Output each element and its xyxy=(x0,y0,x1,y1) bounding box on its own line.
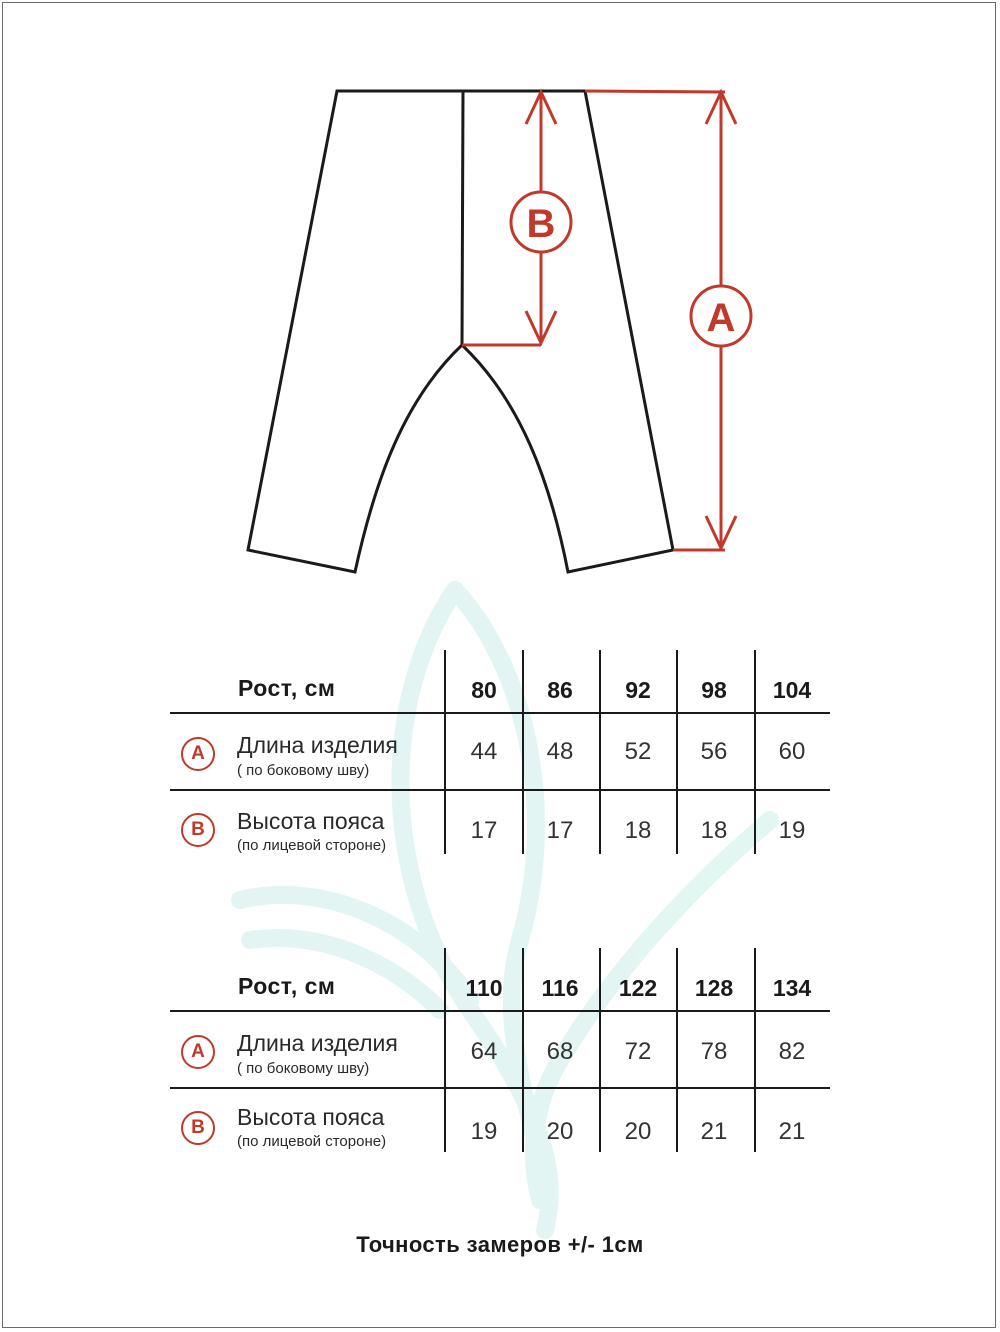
height-header: Рост, см xyxy=(238,675,336,701)
row-label-waist: Высота пояса xyxy=(237,808,385,834)
marker-a-label: A xyxy=(706,296,736,340)
size-cell: 104 xyxy=(772,677,812,703)
value-cell: 52 xyxy=(624,738,652,765)
value-cell: 44 xyxy=(470,738,498,765)
measure-a-top-line xyxy=(585,91,725,92)
value-cell: 64 xyxy=(470,1038,498,1065)
value-cell: 17 xyxy=(546,817,574,844)
measure-a-marker xyxy=(691,286,751,346)
size-table-2 xyxy=(170,948,830,1168)
size-cell: 122 xyxy=(618,975,658,1001)
row-label-waist: Высота пояса xyxy=(237,1104,385,1130)
table-divider xyxy=(170,1010,830,1012)
row-sublabel: ( по боковому шву) xyxy=(237,1060,370,1077)
badge-a: A xyxy=(181,1035,215,1069)
size-cell: 80 xyxy=(471,677,497,703)
value-cell: 21 xyxy=(778,1118,806,1145)
size-cell: 92 xyxy=(625,677,651,703)
size-cell: 98 xyxy=(701,677,727,703)
size-cell: 110 xyxy=(465,975,503,1001)
badge-b: B xyxy=(181,813,215,847)
value-cell: 21 xyxy=(700,1118,728,1145)
value-cell: 19 xyxy=(778,817,806,844)
value-cell: 56 xyxy=(700,738,728,765)
row-sublabel: ( по боковому шву) xyxy=(237,762,370,779)
value-cell: 18 xyxy=(624,817,652,844)
value-cell: 72 xyxy=(624,1038,652,1065)
row-sublabel: (по лицевой стороне) xyxy=(237,1133,387,1150)
badge-b: B xyxy=(181,1111,215,1145)
table-divider xyxy=(170,712,830,714)
accuracy-note: Точность замеров +/- 1см xyxy=(356,1232,644,1257)
table-divider xyxy=(170,1087,830,1089)
value-cell: 48 xyxy=(546,738,574,765)
value-cell: 68 xyxy=(546,1038,574,1065)
value-cell: 18 xyxy=(700,817,728,844)
badge-a: A xyxy=(181,737,215,771)
value-cell: 20 xyxy=(624,1118,652,1145)
height-header: Рост, см xyxy=(238,973,336,999)
row-label-length: Длина изделия xyxy=(237,732,398,758)
value-cell: 17 xyxy=(470,817,498,844)
value-cell: 78 xyxy=(700,1038,728,1065)
table-divider xyxy=(170,789,830,791)
size-cell: 128 xyxy=(694,975,734,1001)
size-cell: 86 xyxy=(547,677,573,703)
value-cell: 60 xyxy=(778,738,806,765)
size-table-1 xyxy=(170,650,830,870)
pants-outline xyxy=(248,91,673,572)
size-cell: 116 xyxy=(541,975,579,1001)
row-sublabel: (по лицевой стороне) xyxy=(237,837,387,854)
row-label-length: Длина изделия xyxy=(237,1030,398,1056)
waistband-seam xyxy=(462,91,463,345)
value-cell: 20 xyxy=(546,1118,574,1145)
measure-b-marker xyxy=(511,192,571,252)
size-cell: 134 xyxy=(772,975,812,1001)
marker-b-label: B xyxy=(526,202,556,246)
value-cell: 82 xyxy=(778,1038,806,1065)
value-cell: 19 xyxy=(470,1118,498,1145)
